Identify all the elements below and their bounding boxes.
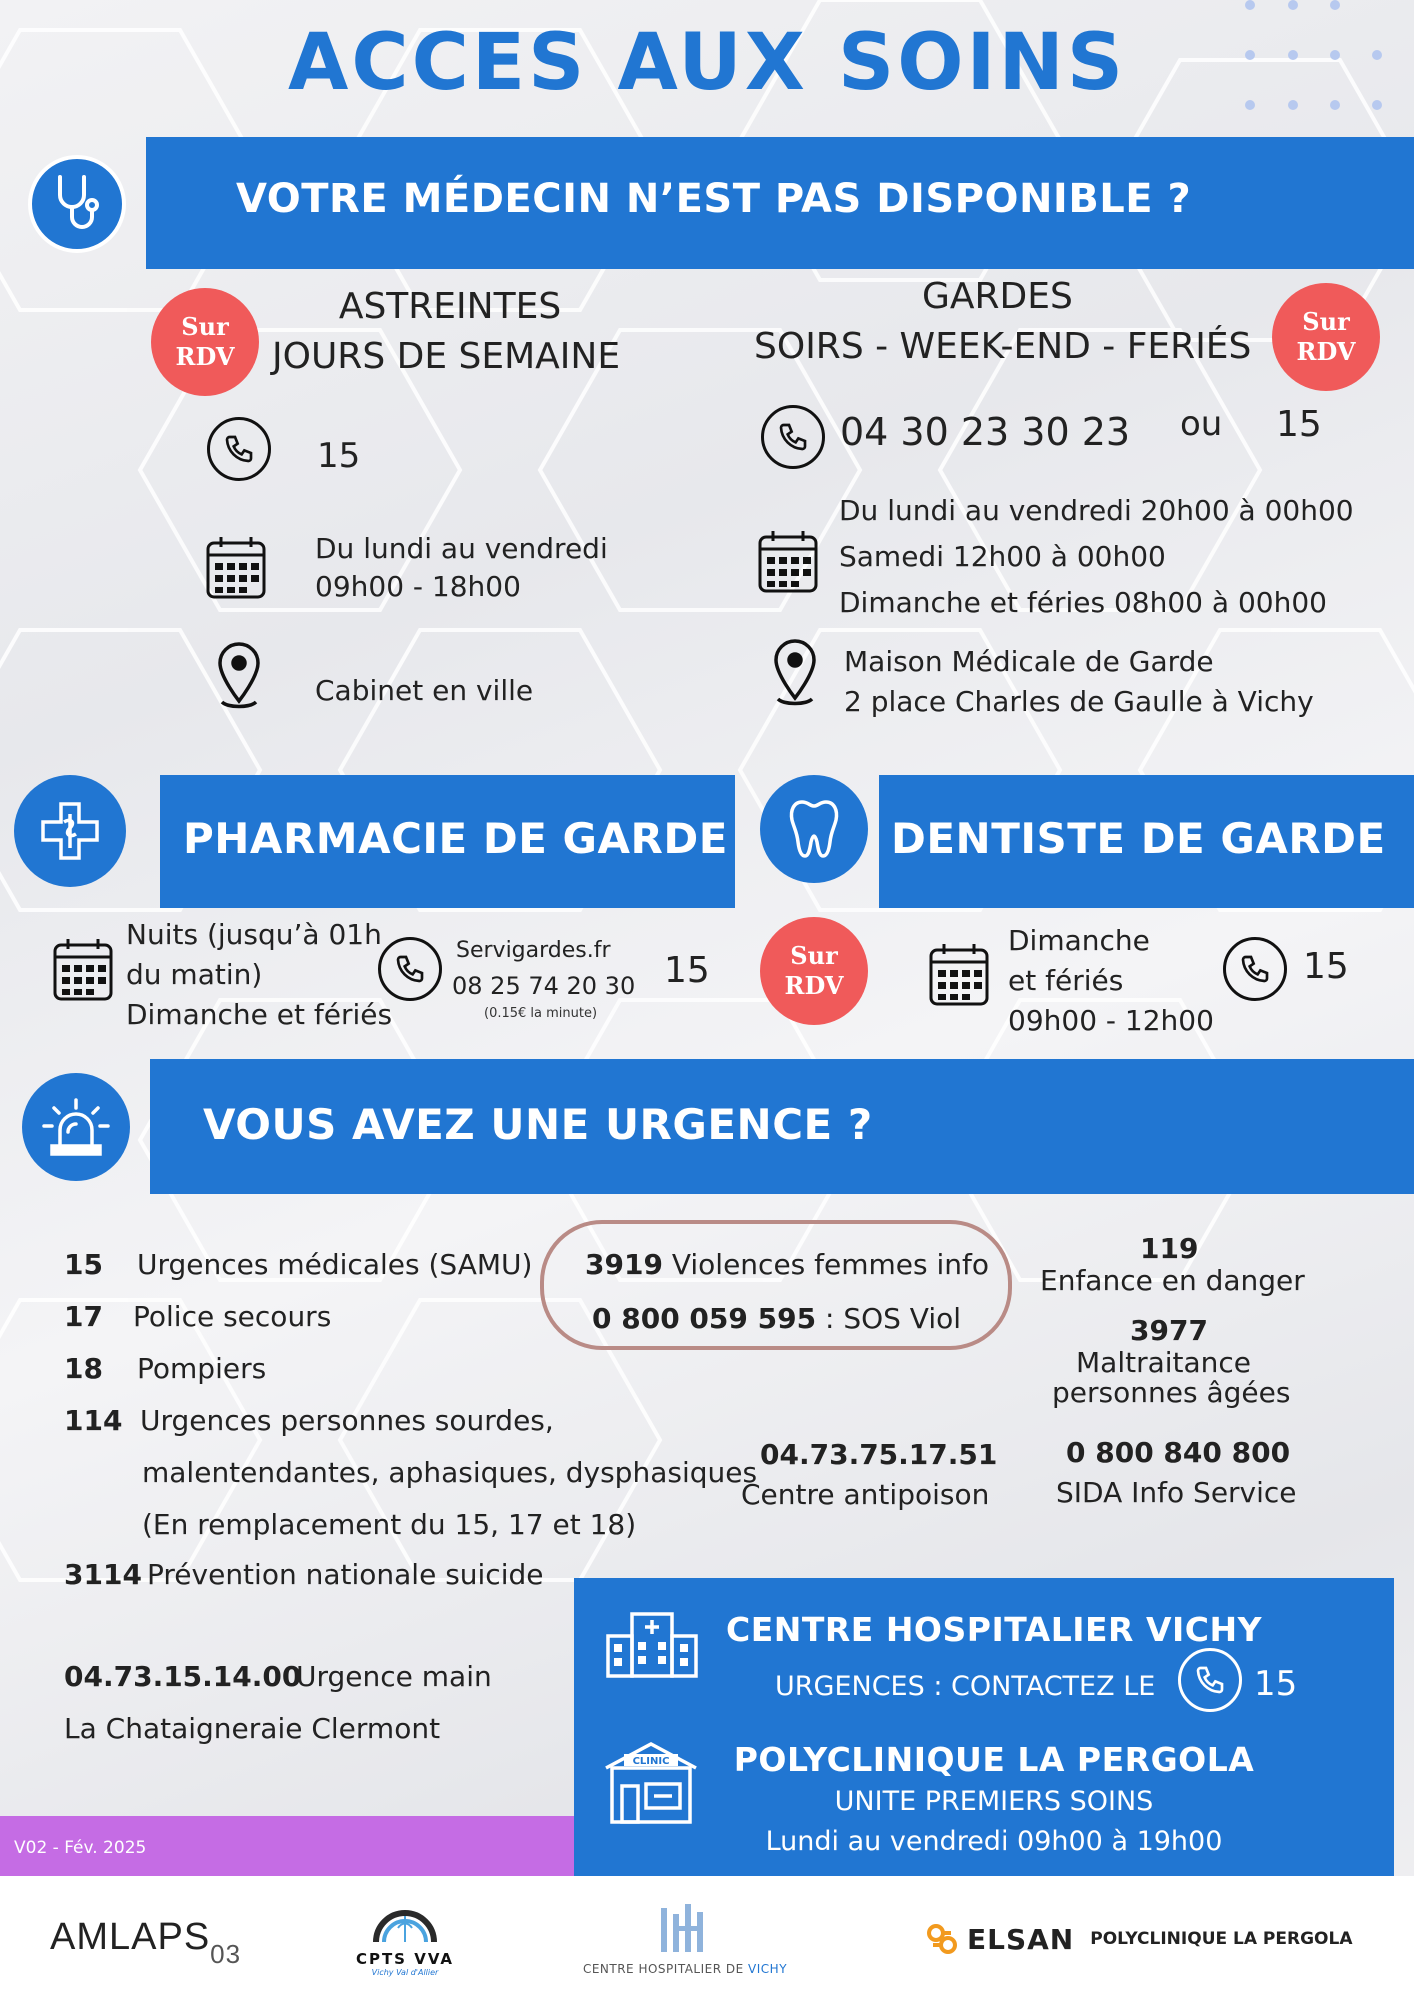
gardes-phone[interactable]: 04 30 23 30 23 — [840, 410, 1131, 454]
violence-line — [585, 1248, 989, 1281]
violence-num[interactable]: 3919 — [585, 1248, 663, 1281]
maltraitance-num[interactable]: 3977 — [1130, 1314, 1208, 1347]
pharmacie-site[interactable]: Servigardes.fr — [456, 938, 611, 963]
urgence-label-114-cont-1: malentendantes, aphasiques, dysphasiques — [142, 1456, 758, 1489]
pharmacie-price: (0.15€ la minute) — [484, 1006, 598, 1021]
astreintes-calendar-icon — [205, 535, 267, 605]
gardes-line-1: Du lundi au vendredi 20h00 à 00h00 — [839, 494, 1354, 527]
hopital-phone[interactable]: 15 — [1254, 1664, 1298, 1704]
gardes-place-2: 2 place Charles de Gaulle à Vichy — [844, 685, 1314, 718]
stethoscope-icon — [28, 155, 126, 253]
main-num[interactable]: 04.73.15.14.00 — [64, 1660, 302, 1693]
maltraitance-label-2: personnes âgées — [1052, 1376, 1291, 1409]
ch-vichy-logo: CENTRE HOSPITALIER DE VICHY — [580, 1904, 790, 1976]
main-place: La Chataigneraie Clermont — [64, 1712, 441, 1745]
gardes-title-1: GARDES — [922, 276, 1073, 317]
clinic-hours: Lundi au vendredi 09h00 à 19h00 — [765, 1826, 1223, 1857]
gardes-rdv-badge: Sur RDV — [1272, 283, 1380, 391]
astreintes-phone-icon — [207, 417, 271, 481]
maltraitance-label-1: Maltraitance — [1076, 1346, 1252, 1379]
astreintes-place: Cabinet en ville — [315, 674, 534, 707]
urgence-label-17: Police secours — [133, 1300, 332, 1333]
urgence-label-18: Pompiers — [137, 1352, 267, 1385]
pharmacie-phone-2[interactable]: 15 — [664, 950, 710, 991]
dentiste-line-2: et fériés — [1008, 964, 1124, 997]
hopital-phone-icon — [1178, 1648, 1242, 1712]
gardes-phone-icon — [761, 405, 825, 469]
gardes-place-1: Maison Médicale de Garde — [844, 645, 1214, 678]
gardes-line-3: Dimanche et féries 08h00 à 00h00 — [839, 586, 1327, 619]
main-label: Urgence main — [296, 1660, 492, 1693]
urgence-num-3114[interactable]: 3114 — [64, 1558, 142, 1591]
dentiste-calendar-icon — [928, 942, 990, 1012]
astreintes-location-icon — [214, 640, 264, 716]
clinic-sub: UNITE PREMIERS SOINS — [834, 1786, 1154, 1817]
page-title: ACCES AUX SOINS — [287, 18, 1127, 108]
gardes-line-2: Samedi 12h00 à 00h00 — [839, 540, 1166, 573]
pharmacie-calendar-icon — [52, 937, 114, 1007]
urgence-header: VOUS AVEZ UNE URGENCE ? — [203, 1100, 873, 1149]
gardes-calendar-icon — [757, 529, 819, 599]
clinic-title: POLYCLINIQUE LA PERGOLA — [733, 1740, 1255, 1779]
urgence-num-15[interactable]: 15 — [64, 1248, 103, 1281]
dentiste-phone-icon — [1223, 937, 1287, 1001]
astreintes-title-2: JOURS DE SEMAINE — [272, 336, 621, 377]
dentiste-line-1: Dimanche — [1008, 924, 1150, 957]
urgence-label-3114: Prévention nationale suicide — [147, 1558, 544, 1591]
astreintes-title-1: ASTREINTES — [338, 286, 562, 327]
dentiste-rdv-badge: Sur RDV — [760, 917, 868, 1025]
urgence-num-17[interactable]: 17 — [64, 1300, 103, 1333]
pharmacie-phone-icon — [378, 937, 442, 1001]
cpts-logo: CPTS VVA Vichy Val d'Allier — [350, 1898, 460, 1977]
pharmacie-phone[interactable]: 08 25 74 20 30 — [452, 972, 636, 1000]
urgence-label-114-cont-2: (En remplacement du 15, 17 et 18) — [142, 1508, 637, 1541]
pharmacie-line-3: Dimanche et fériés — [126, 998, 393, 1031]
urgence-num-114[interactable]: 114 — [64, 1404, 123, 1437]
pharmacie-header: PHARMACIE DE GARDE — [183, 814, 728, 863]
viol-label: : SOS Viol — [816, 1302, 962, 1335]
clinic-sign: CLINIC — [632, 1756, 670, 1767]
astreintes-rdv-badge: Sur RDV — [151, 288, 259, 396]
astreintes-days: Du lundi au vendredi — [315, 532, 608, 565]
antipoison-num[interactable]: 04.73.75.17.51 — [760, 1438, 998, 1471]
sida-num[interactable]: 0 800 840 800 — [1066, 1436, 1291, 1469]
pharmacie-line-2: du matin) — [126, 958, 263, 991]
amlaps-logo: $AMLAPS_{03}$ — [50, 1916, 242, 1969]
viol-num[interactable]: 0 800 059 595 — [592, 1302, 817, 1335]
dentiste-phone[interactable]: 15 — [1303, 946, 1349, 987]
dentiste-header: DENTISTE DE GARDE — [891, 814, 1386, 863]
elsan-icon — [925, 1922, 959, 1956]
hopital-urgences: URGENCES : CONTACTEZ LE — [775, 1671, 1156, 1702]
urgence-num-18[interactable]: 18 — [64, 1352, 103, 1385]
medecin-header: VOTRE MÉDECIN N’EST PAS DISPONIBLE ? — [236, 176, 1192, 222]
enfance-num[interactable]: 119 — [1140, 1232, 1199, 1265]
gardes-location-icon — [770, 637, 820, 713]
siren-icon — [22, 1073, 130, 1181]
urgence-label-114: Urgences personnes sourdes, — [140, 1404, 554, 1437]
enfance-label: Enfance en danger — [1040, 1264, 1305, 1297]
cpts-arch-icon — [370, 1898, 440, 1946]
pharmacy-cross-icon — [14, 775, 126, 887]
elsan-logo: ELSAN POLYCLINIQUE LA PERGOLA — [925, 1922, 1353, 1956]
violence-label: Violences femmes info — [671, 1248, 990, 1281]
pharmacie-line-1: Nuits (jusqu’à 01h — [126, 918, 382, 951]
sida-label: SIDA Info Service — [1056, 1476, 1297, 1509]
hopital-title: CENTRE HOSPITALIER VICHY — [725, 1610, 1263, 1649]
gardes-title-2: SOIRS - WEEK-END - FERIÉS — [754, 326, 1252, 367]
astreintes-hours: 09h00 - 18h00 — [315, 570, 521, 603]
astreintes-phone[interactable]: 15 — [317, 436, 361, 476]
tooth-icon — [760, 775, 868, 883]
version-label: V02 - Fév. 2025 — [14, 1838, 147, 1858]
antipoison-label: Centre antipoison — [741, 1478, 990, 1511]
urgence-label-15: Urgences médicales (SAMU) — [137, 1248, 533, 1281]
dentiste-line-3: 09h00 - 12h00 — [1008, 1004, 1214, 1037]
gardes-phone-2[interactable]: 15 — [1276, 404, 1322, 445]
viol-line — [592, 1302, 961, 1335]
ch-vichy-bars-icon — [657, 1904, 713, 1954]
gardes-or: ou — [1180, 404, 1223, 444]
